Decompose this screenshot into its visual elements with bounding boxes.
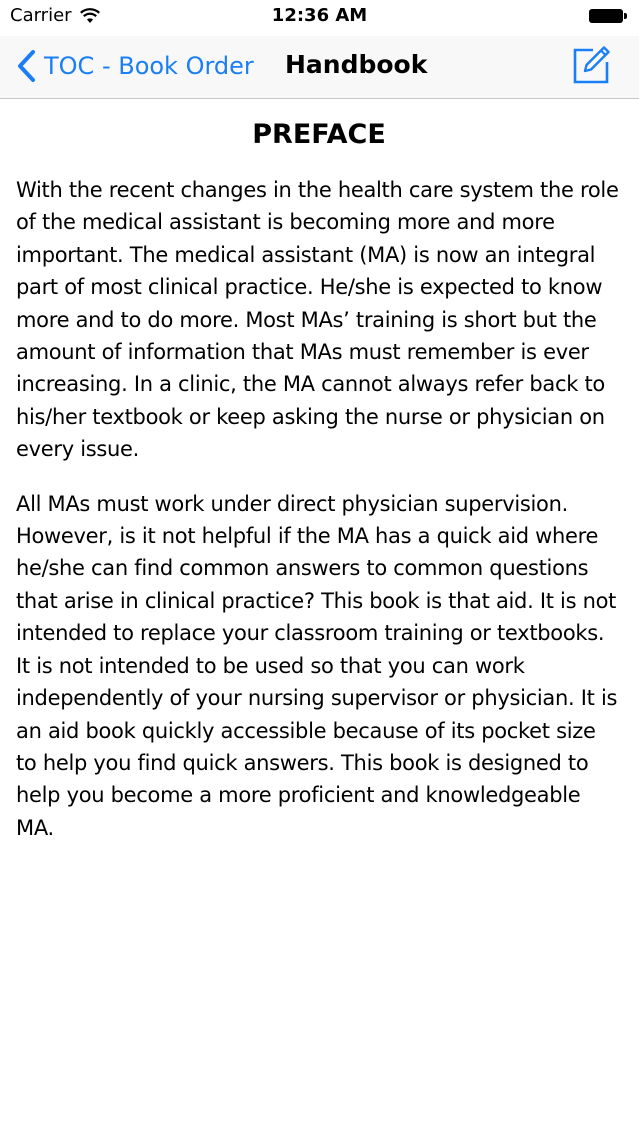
status-bar xyxy=(0,0,639,36)
status-time: 12:36 AM xyxy=(271,5,368,26)
handbook-content xyxy=(16,100,622,866)
back-button-label: TOC - Book Order xyxy=(44,52,254,80)
paragraph: With the recent changes in the health care system the role of the medical assistant is becoming more and more important. The medical assistant (MA) is now an integral part of most clinical practice. He/she is expected to know more and to do more. Most MAs’ training is short but the amount of information that MAs must remember is ever increasing. In a clinic, the MA cannot always refer back to his/her textbook or keep asking the nurse or physician on every issue. xyxy=(16,178,619,462)
page-title: PREFACE xyxy=(252,119,386,150)
carrier-label: Carrier xyxy=(10,5,72,26)
paragraph: All MAs must work under direct physician supervision. However, is it not helpful if the MA has a quick aid where he/she can find common answers to common questions that arise in clinical practice? This book is that aid. It is not intended to replace your classroom training or textbooks. It is not intended to be used so that you can work independently of your nursing supervisor or physician. It is an aid book quickly accessible because of its pocket size to help you find quick answers. This book is designed to help you become a more proficient and knowledgeable MA. xyxy=(16,491,618,840)
nav-title: Handbook xyxy=(285,50,428,79)
compose-icon[interactable] xyxy=(571,44,611,84)
battery-icon xyxy=(589,8,629,24)
navigation-bar xyxy=(0,36,639,99)
back-button[interactable] xyxy=(14,46,254,86)
chevron-left-icon xyxy=(14,48,38,84)
